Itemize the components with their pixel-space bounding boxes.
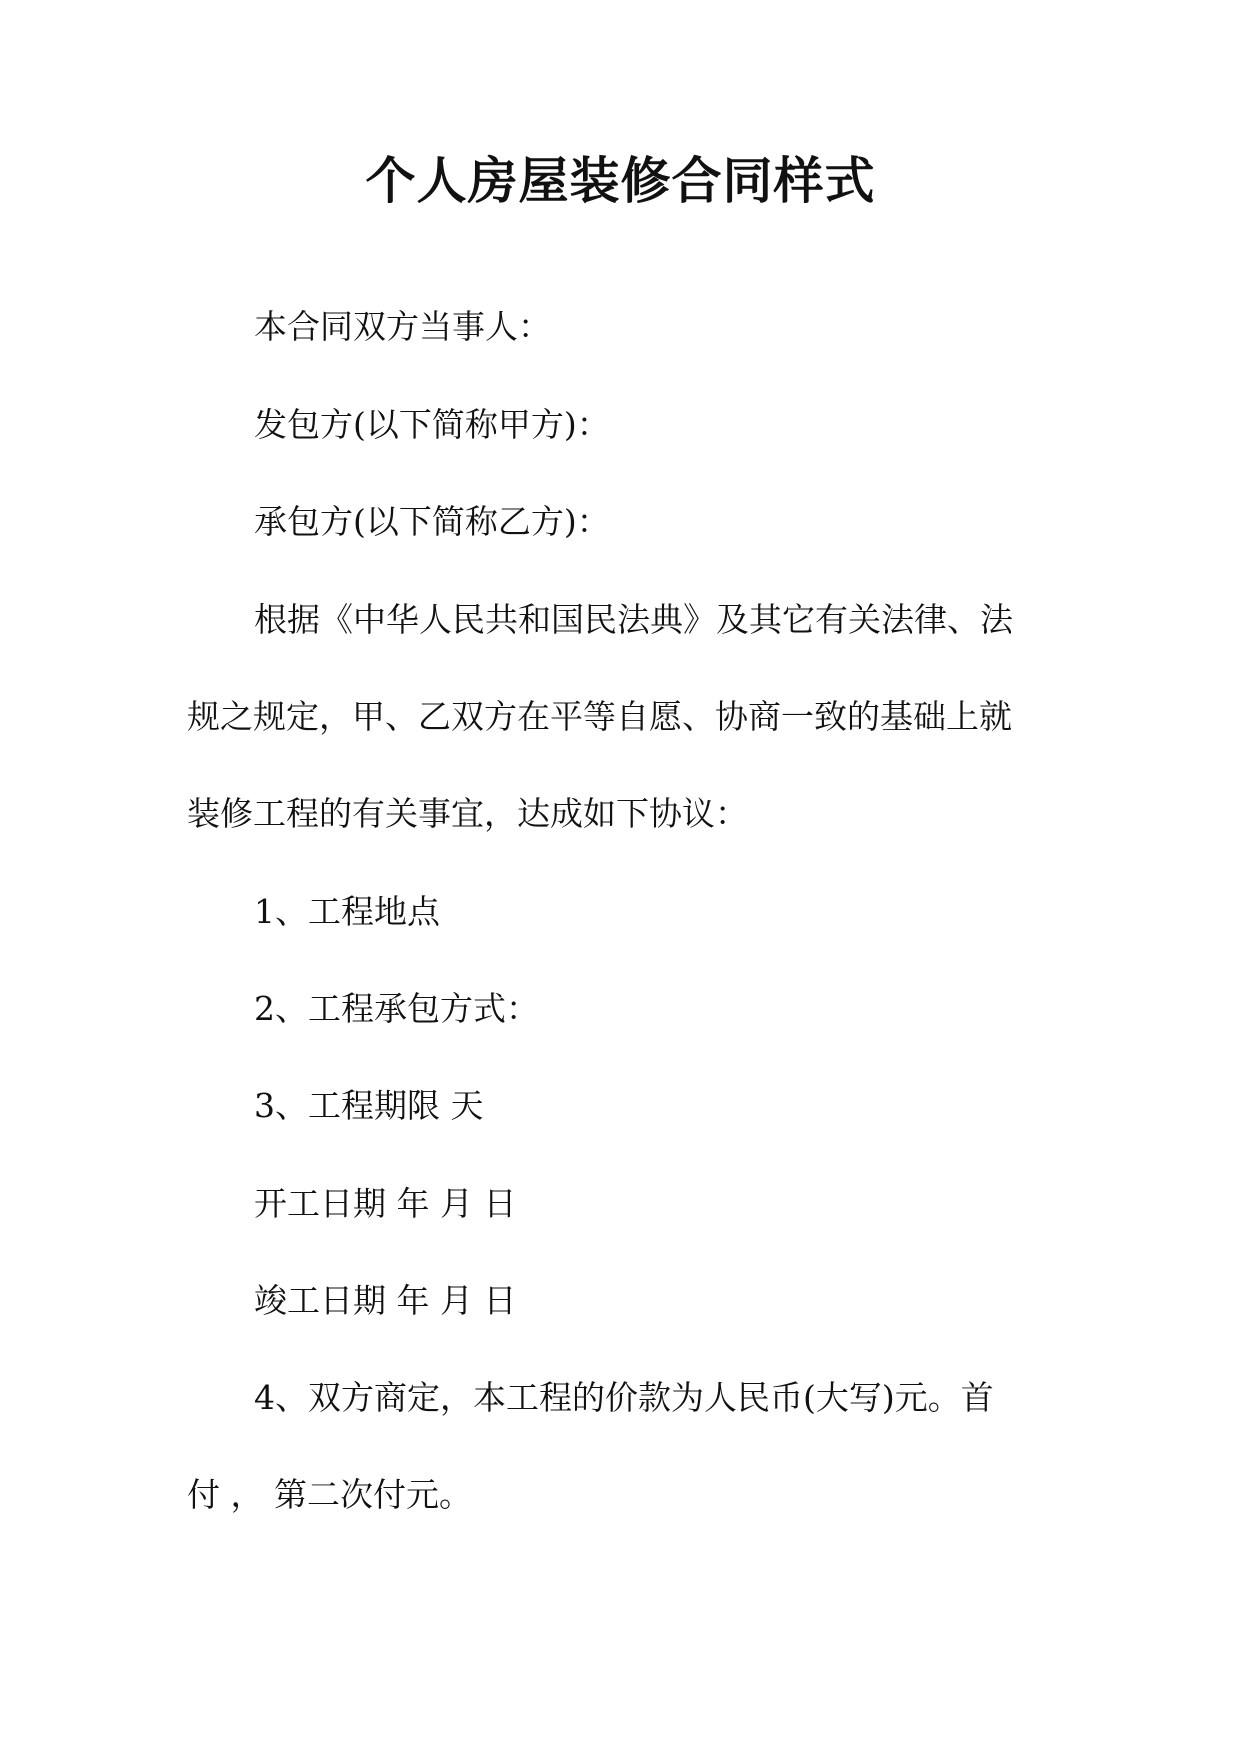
clause-4-price-line-2: 付 ， 第二次付元。 [187,1475,472,1514]
completion-date-line: 竣工日期 年 月 日 [254,1281,517,1320]
preamble-line-3: 装修工程的有关事宜，达成如下协议： [187,794,748,833]
party-a-line: 发包方(以下简称甲方)： [254,405,610,444]
preamble-line-1: 根据《中华人民共和国民法典》及其它有关法律、法 [254,600,1013,639]
clause-4-price-line-1: 4、双方商定，本工程的价款为人民币(大写)元。首 [254,1378,994,1417]
preamble-line-2: 规之规定，甲、乙双方在平等自愿、协商一致的基础上就 [187,697,1012,736]
party-b-line: 承包方(以下简称乙方)： [254,502,610,541]
clause-1-project-location: 1、工程地点 [254,892,440,931]
clause-3-project-duration: 3、工程期限 天 [254,1086,484,1125]
parties-heading: 本合同双方当事人： [254,307,551,346]
start-date-line: 开工日期 年 月 日 [254,1184,517,1223]
document-title: 个人房屋装修合同样式 [365,152,876,210]
clause-2-contract-method: 2、工程承包方式： [254,989,539,1028]
